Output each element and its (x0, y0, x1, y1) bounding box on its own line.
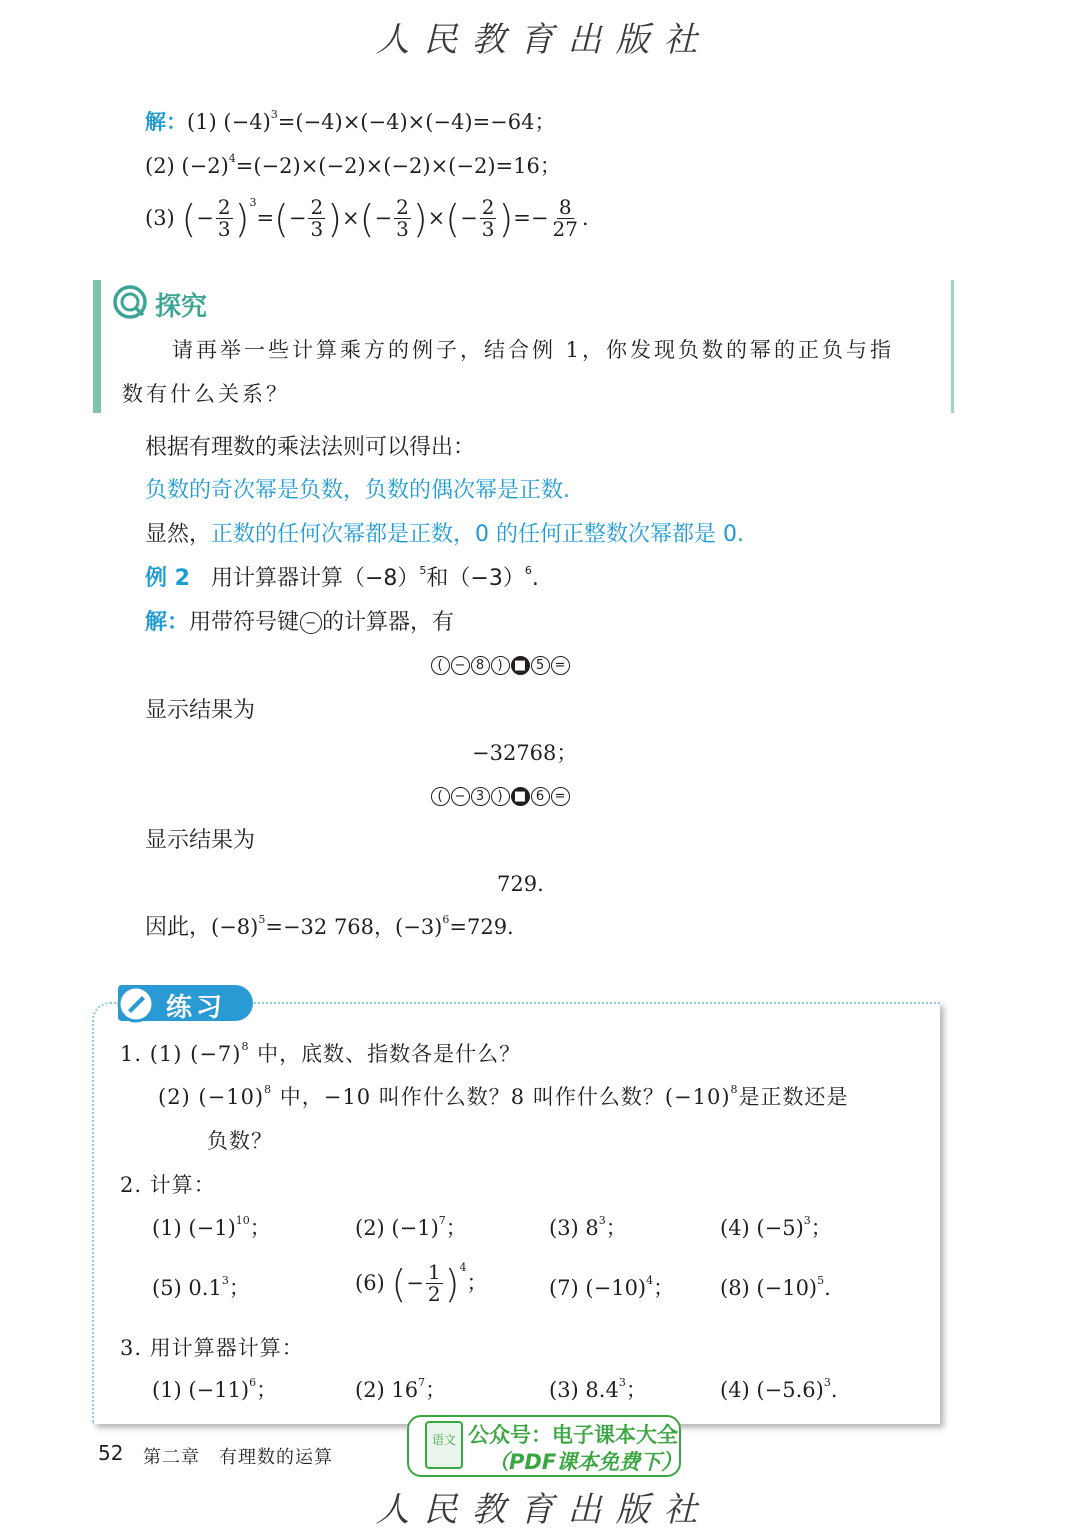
page-number: 52 (98, 1441, 124, 1465)
q2-item-4: (4) $(-5)^3$； (720, 1214, 832, 1240)
q1-part3: 负数？ (207, 1129, 273, 1153)
q3-item-2: (2) $16^7$； (355, 1376, 447, 1402)
display-result-label-2: 显示结果为 (145, 828, 256, 853)
q2-item-7: (7) $(-10)^4$； (549, 1274, 675, 1300)
digit-8-key-icon: 8 (471, 656, 490, 675)
q2-item-2: (2) $(-1)^7$； (355, 1214, 467, 1240)
digit-3-key-icon: 3 (471, 787, 490, 806)
solution-line-2: (2) $(-2)^4=(-2)\times(-2)\times(-2)\times(-2)=16$； (145, 152, 561, 178)
obvious-line (145, 524, 744, 546)
q2-item-1: (1) $(-1)^{10}$； (152, 1214, 271, 1240)
solution-label: 解： (145, 110, 187, 134)
digit-5-key-icon: 5 (531, 656, 550, 675)
pencil-icon (116, 984, 156, 1024)
digit-6-key-icon: 6 (531, 787, 550, 806)
conclusion: 因此，$(-8)^5=-32$ 768，$(-3)^6=729$. (145, 913, 514, 940)
power-key-icon: ■ (511, 787, 530, 806)
solution-text-1: (1) $(-4)^3=(-4)\times(-4)\times(-4)=-64$； (187, 108, 556, 134)
solve-label: 解： (145, 610, 190, 635)
publisher-footer: 人民教育出版社 (375, 1490, 712, 1530)
display-result-label-1: 显示结果为 (145, 698, 256, 723)
solve-text-b: 的计算器，有 (322, 610, 455, 635)
negative-key-icon: − (300, 612, 322, 634)
close-paren-key-icon: ) (491, 656, 510, 675)
watermark-line-2: （PDF课本免费下） (488, 1450, 683, 1474)
q1-part2: (2) $(-10)^8$ 中，−10 叫作什么数？8 叫作什么数？$(-10)^8$是正数还是 (158, 1083, 849, 1109)
explore-line-2: 数有什么关系？ (122, 382, 290, 406)
obvious-rule: 正数的任何次幂都是正数，0 的任何正整数次幂都是 0. (211, 522, 744, 547)
q1-part1: 1. (1) $(-7)^8$ 中，底数、指数各是什么？ (120, 1040, 522, 1066)
q3-title: 3. 用计算器计算： (120, 1336, 304, 1360)
q2-item-3: (3) $8^3$； (549, 1214, 627, 1240)
solution-line-3-prefix: (3) (145, 206, 175, 230)
q2-item-6: (6) ( − $\frac{1}{2}$ ) $^4$ ； (355, 1260, 488, 1306)
q2-title: 2. 计算： (120, 1173, 216, 1197)
book-icon: 语文 (425, 1421, 463, 1469)
rule-text: 负数的奇次幂是负数，负数的偶次幂是正数. (145, 478, 570, 503)
example-2-line (145, 564, 539, 591)
power-key-icon: ■ (511, 656, 530, 675)
explore-title: 探究 (155, 292, 208, 322)
key-sequence-1 (430, 655, 570, 675)
rule-intro: 根据有理数的乘法法则可以得出： (145, 435, 476, 460)
result-2: 729. (497, 872, 544, 896)
open-paren-key-icon: ( (431, 787, 450, 806)
solution-line-3: (3) ( − $\frac{2}{3}$ ) $^3$ = ( − $\frac{2}{3}$ ) × ( − $\frac{2}{3}$ ) × ( − $\frac{2}{3}$ ) =− $\frac{8}{27}$ . (145, 195, 589, 241)
equals-key-icon: = (551, 787, 570, 806)
obvious-prefix: 显然， (145, 522, 212, 547)
result-1: −32768； (472, 741, 578, 765)
explore-line-1: 请再举一些计算乘方的例子，结合例 1，你发现负数的幂的正负与指 (172, 338, 895, 362)
solve-line (145, 612, 454, 634)
example-text: 用计算器计算$(-8)^5$和$(-3)^6$. (210, 564, 539, 591)
practice-title: 练习 (166, 993, 227, 1023)
key-sequence-2 (430, 786, 570, 806)
equals-key-icon: = (551, 656, 570, 675)
negative-key-icon: − (451, 787, 470, 806)
solve-text-a: 用带符号键 (189, 610, 300, 635)
q3-item-1: (1) $(-11)^6$； (152, 1376, 278, 1402)
solution-line-1 (145, 108, 556, 134)
q3-item-4: (4) $(-5.6)^3$. (720, 1376, 838, 1402)
open-paren-key-icon: ( (431, 656, 450, 675)
negative-key-icon: − (451, 656, 470, 675)
q2-item-8: (8) $(-10)^5$. (720, 1274, 831, 1300)
chapter-title: 第二章 有理数的运算 (143, 1447, 333, 1468)
publisher-header: 人民教育出版社 (375, 20, 712, 60)
q3-item-3: (3) $8.4^3$； (549, 1376, 647, 1402)
explore-icon (112, 284, 148, 320)
q2-item-5: (5) $0.1^3$； (152, 1274, 250, 1300)
example-label: 例 2 (145, 566, 190, 591)
watermark-line-1: 公众号：电子课本大全 (468, 1423, 678, 1447)
close-paren-key-icon: ) (491, 787, 510, 806)
